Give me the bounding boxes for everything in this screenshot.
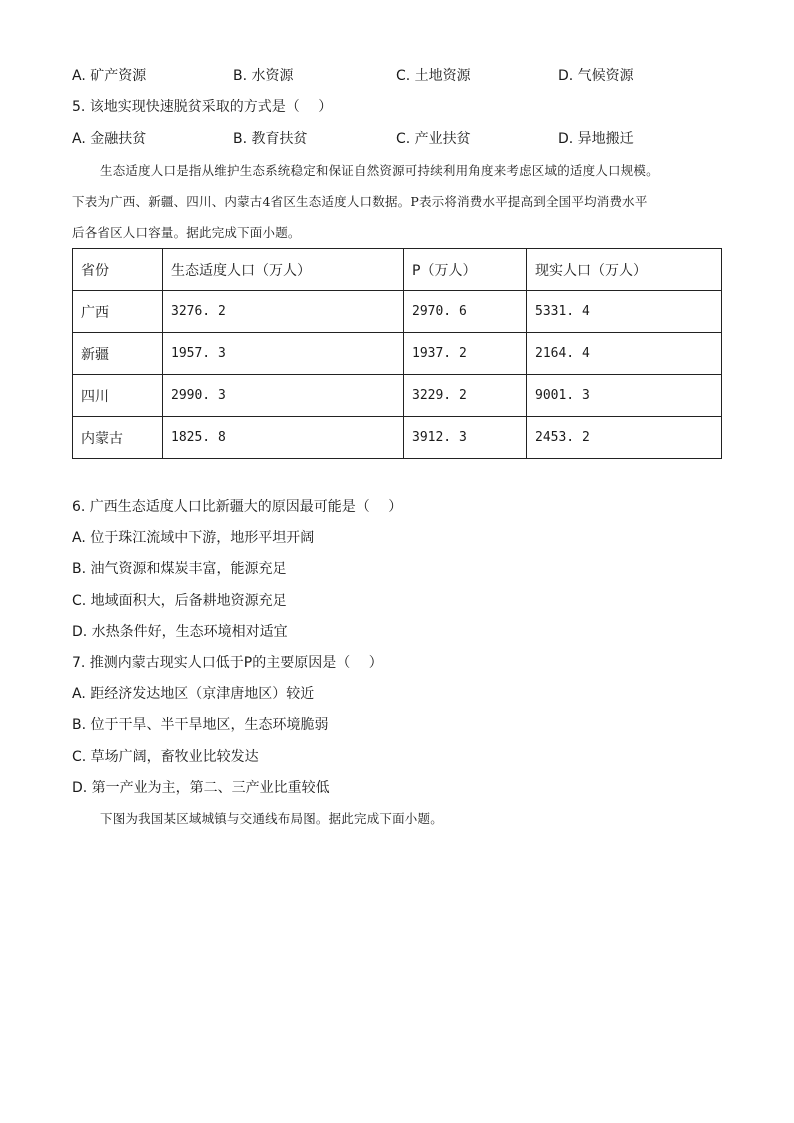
cell-p: 1937. 2 — [404, 333, 527, 375]
q4-option-d[interactable]: D. 气候资源 — [558, 68, 634, 84]
cell-p: 3229. 2 — [404, 375, 527, 417]
q7-stem: 7. 推测内蒙古现实人口低于P的主要原因是（ ） — [72, 655, 383, 671]
cell-province: 广西 — [73, 291, 163, 333]
cell-eco: 1825. 8 — [163, 417, 404, 459]
header-eco-population: 生态适度人口（万人） — [163, 249, 404, 291]
cell-actual: 2164. 4 — [527, 333, 722, 375]
q6-option-d[interactable]: D. 水热条件好，生态环境相对适宜 — [72, 624, 288, 640]
q7-option-b[interactable]: B. 位于干旱、半干旱地区，生态环境脆弱 — [72, 717, 329, 733]
table-row — [73, 333, 722, 375]
q5-option-d[interactable]: D. 异地搬迁 — [558, 131, 634, 147]
q5-option-a[interactable]: A. 金融扶贫 — [72, 131, 147, 147]
cell-province: 内蒙古 — [73, 417, 163, 459]
table-row — [73, 375, 722, 417]
cell-eco: 2990. 3 — [163, 375, 404, 417]
cell-actual: 2453. 2 — [527, 417, 722, 459]
header-actual-population: 现实人口（万人） — [527, 249, 722, 291]
passage1-line-2: 下表为广西、新疆、四川、内蒙古4省区生态适度人口数据。P表示将消费水平提高到全国平均消费水平 — [72, 194, 648, 209]
passage1-line-3: 后各省区人口容量。据此完成下面小题。 — [72, 225, 301, 240]
header-province: 省份 — [73, 249, 163, 291]
q4-options — [72, 66, 722, 86]
cell-actual: 5331. 4 — [527, 291, 722, 333]
q4-option-a[interactable]: A. 矿产资源 — [72, 68, 147, 84]
q6-option-c[interactable]: C. 地域面积大，后备耕地资源充足 — [72, 593, 287, 609]
q5-option-b[interactable]: B. 教育扶贫 — [233, 131, 308, 147]
q4-option-b[interactable]: B. 水资源 — [233, 68, 294, 84]
population-table — [72, 248, 722, 459]
q6-option-b[interactable]: B. 油气资源和煤炭丰富，能源充足 — [72, 561, 287, 577]
q4-option-c[interactable]: C. 土地资源 — [396, 68, 471, 84]
q5-option-c[interactable]: C. 产业扶贫 — [396, 131, 471, 147]
passage2: 下图为我国某区域城镇与交通线布局图。据此完成下面小题。 — [100, 811, 443, 826]
q6-option-a[interactable]: A. 位于珠江流域中下游，地形平坦开阔 — [72, 530, 315, 546]
cell-eco: 1957. 3 — [163, 333, 404, 375]
cell-eco: 3276. 2 — [163, 291, 404, 333]
table-row — [73, 291, 722, 333]
q5-options — [72, 129, 722, 149]
q7-option-d[interactable]: D. 第一产业为主，第二、三产业比重较低 — [72, 780, 330, 796]
table-header-row — [73, 249, 722, 291]
cell-province: 四川 — [73, 375, 163, 417]
table-row — [73, 417, 722, 459]
q5-stem: 5. 该地实现快速脱贫采取的方式是（ ） — [72, 99, 333, 115]
cell-p: 2970. 6 — [404, 291, 527, 333]
passage1-line-1: 生态适度人口是指从维护生态系统稳定和保证自然资源可持续利用角度来考虑区域的适度人口规模。 — [100, 163, 659, 178]
cell-p: 3912. 3 — [404, 417, 527, 459]
q7-option-a[interactable]: A. 距经济发达地区（京津唐地区）较近 — [72, 686, 315, 702]
cell-province: 新疆 — [73, 333, 163, 375]
header-p: P（万人） — [404, 249, 527, 291]
q6-stem: 6. 广西生态适度人口比新疆大的原因最可能是（ ） — [72, 499, 403, 515]
cell-actual: 9001. 3 — [527, 375, 722, 417]
q7-option-c[interactable]: C. 草场广阔，畜牧业比较发达 — [72, 749, 259, 765]
